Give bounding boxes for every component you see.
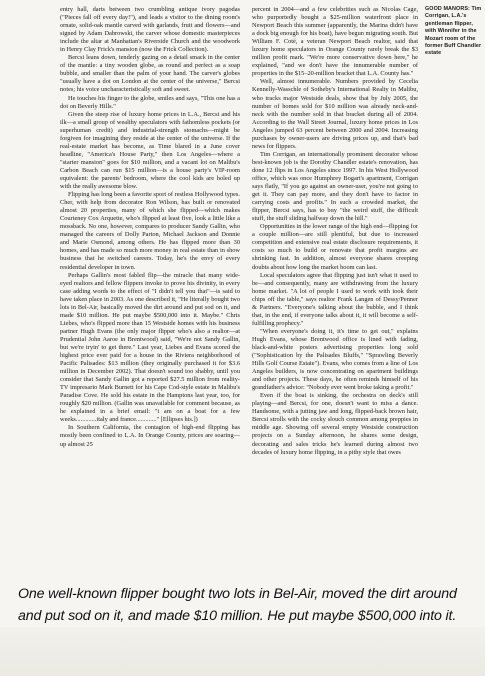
article-column-left: [60, 6, 240, 554]
paragraph: Well, almost innumerable. Numbers provided by Cecelia Kennelly-Wasschle of Sotheby's International Realty in Malibu, who tracks major Westside deals, show that by July 2005, the number of homes sold for $10 million was already neck-and-neck with the number sold in that bracket during all of 2004. According to the Wall Street Journal, luxury home prices in Los Angeles jumped 63 percent between 2000 and 2004. Increasing purchases by owner-users are driving prices up, and that's bad news for flippers.: [252, 78, 418, 150]
paragraph: Tim Corrigan, an internationally prominent decorator whose best-known job is the Dorothy Chandler estate's renovation, has done 12 flips in Los Angeles since 1997. In his West Hollywood office, which was once Humphrey Bogart's apartment, Corrigan says flatly, "If you go against an owner-user, you're not going to get it. They can pay more, and they don't have to factor in carrying costs and profits." In such a crowded market, the flipper, Bercsi says, has to buy "the weird stuff, the difficult stuff, the stuff sliding halfway down the hill.": [252, 150, 418, 223]
paragraph: Perhaps Gallin's most fabled flip—the miracle that many wide-eyed realtors and fellow flippers invoke to prove his divinity, in every case adding words to the effect of "I didn't tell you that"—is said to have taken place in 2003. As one described it, "He literally bought two lots in Bel-Air, basically moved the dirt around and put sod on it, and made $10 million. He put maybe $500,000 into it. Maybe." Chris Liebes, who's flipped more than 15 Westside homes with his business partner Hugh Evans (the only major flipper who's also a realtor—at Prudential John Aaroe in Brentwood) said, "We're not Sandy Gallin, but we're tryin' to get there." Last year, Liebes and Evans scored the highest price ever paid for a house in the Riviera neighborhood of Pacific Palisades: $13 million (they originally purchased it for $3.6 million in December 2002). That doesn't sound too shabby, until you consider that Sandy Gallin got a reported $27.5 million from reality-TV impresario Mark Burnett for his Cape Cod-style estate in Malibu's Paradise Cove. He sold his estate in the Hamptons last year, too, for roughly $20 million. (Gallin was unavailable for comment because, as he explained in a brief email: "i am on a boat for a few weeks.............italy and france............." [Ellipses his.]): [60, 271, 240, 424]
paragraph: "When everyone's doing it, it's time to get out," explains Hugh Evans, whose Brentwood office is lined with fading, black-and-white posters advertising properties long sold ("Sophistication by the Palisades Bluffs," "Sprawling Beverly Hills Golf Course Estate"). Evans, who comes from a line of Los Angeles builders, is now concentrating on apartment buildings and other projects. These days, he often reminds himself of his grandfather's advice: "Nobody ever went broke taking a profit.": [252, 327, 418, 392]
paragraph: Given the steep rise of luxury home prices in L.A., Bercsi and his ilk—a small group of wealthy speculators with fathomless pockets (or superhuman credit) and industrial-strength stomachs—might be forgiven for imagining they reside at the center of the universe. If the real-estate market has become, as Time blared in a June cover headline, "America's House Party," then Los Angeles—where a "starter mansion" goes for $10 million, and a vacant lot on Malibu's Carbon Beach can run $15 million—is a house party's VIP-room equivalent: the parents' bedroom, where the cool kids are holed up with the really awesome blow.: [60, 110, 240, 191]
paragraph: Flipping has long been a favorite sport of restless Hollywood types. Cher, with help from decorator Ron Wilson, has built or renovated almost 20 properties, many of which she flipped—which makes Courteney Cox Arquette, who's flipped at least five, look a little like a mossback. No one, however, compares to producer Sandy Gallin, who managed the careers of Dolly Parton, Michael Jackson and Donnie and Marie Osmond, among others. He has flipped more than 30 homes, and has made so much more money in real estate than in show business that he switched careers. Today, he's the envy of every residential developer in town.: [60, 191, 240, 271]
paragraph: Local speculators agree that flipping just isn't what it used to be—and consequently, many are withdrawing from the luxury home market. "A lot of people I used to work with took their chips off the table," says realtor Frank Langen of Dessy/Penner & Partners. "Everyone's talking about the bubble, and I think that, in the end, if everyone talks about it, it will become a self-fulfilling prophecy.": [252, 271, 418, 327]
article-column-middle: [252, 6, 418, 554]
bottom-margin: [0, 627, 485, 676]
paragraph: entry hall, darts between two crumbling antique ivory pagodas ("Pieces fall off every day!"), and leads a visitor to the dining room's ornate, solid-oak mantle carved with garlands, fruit and flowers—and signed by Adam Dabrowski, the carver whose domestic masterpieces include the altar at Manhattan's Riverside Church and the woodwork in Henry Clay Frick's mansion (now the Frick Collection).: [60, 6, 240, 54]
paragraph: In Southern California, the contagion of high-end flipping has mostly been confined to L.A. In Orange County, prices are soaring—up almost 25: [60, 424, 240, 448]
paragraph: Bercsi leans down, tenderly gazing on a detail smack in the center of the mantle: a tiny wooden globe, as round and perfect as a soap bubble, and smaller than the palm of your hand. The carver's globes "usually have a dot on London at the center of the universe," Bercsi notes; his voice uncharacteristically soft and sweet.: [60, 54, 240, 94]
paragraph: percent in 2004—and a few celebrities such as Nicolas Cage, who purportedly bought a $25-million waterfront place in Newport Beach this summer (apparently, the Marina didn't have a dock big enough for his boat), have begun migrating south. But William F. Coté, a veteran Newport Beach realtor, said that luxury home speculators in Orange County rarely break the $3 million profit mark. "We're more conservative down here," he explained, "and we don't have the innumerable number of properties in the $15–20-million bracket that L.A. County has.": [252, 6, 418, 78]
photo-caption: GOOD MANORS: Tim Corrigan, L.A.'s gentleman flipper, with Winnifer in the Mozart room of the former Buff Chandler estate: [425, 6, 482, 57]
paragraph: Opportunities in the lower range of the high end—flipping for a couple million—are still plentiful, but due to increased competition and extensive real estate disclosure requirements, it costs so much to build or renovate that profit margins are shrinking fast. In addition, almost everyone shares creeping doubts about how long the market boom can last.: [252, 223, 418, 271]
paragraph: Even if the boat is sinking, the orchestra on deck's still playing—and Bercsi, for one, doesn't want to miss a dance. Handsome, with a jutting jaw and long, flipped-back brown hair, Bercsi strolls with the cocky slouch common among preppies in middle age. Showing off several empty Westside construction projects on a Sunday afternoon, he shares some design, decorating and sales tricks he's learned during almost two decades of luxury home flipping, in a pithy style that owes: [252, 392, 418, 456]
pull-quote-text: One well-known flipper bought two lots in Bel-Air, moved the dirt around and put sod on it, and made $10 million. He put maybe $500,000 into it.: [18, 586, 457, 624]
paragraph: He touches his finger to the globe, smiles and says, "This one has a dot on Beverly Hills.": [60, 94, 240, 110]
